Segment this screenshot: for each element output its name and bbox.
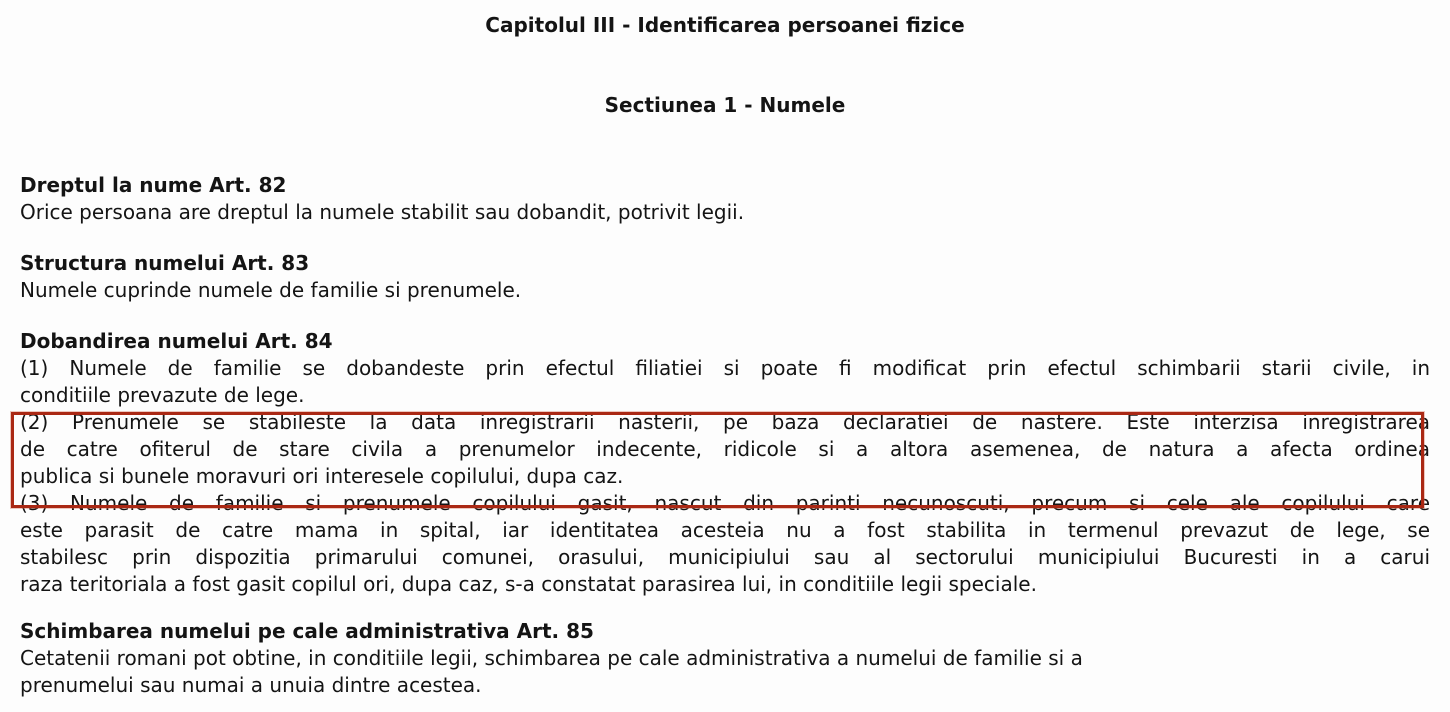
chapter-title: Capitolul III - Identificarea persoanei fizice <box>485 13 965 37</box>
article-82 <box>20 172 1430 226</box>
article-paragraph-2-highlighted <box>20 409 1430 490</box>
text-line: prenumelui sau numai a unuia dintre acestea. <box>20 673 482 697</box>
text-line: stabilesc prin dispozitia primarului comunei, orasului, municipiului sau al sectorului municipiului Bucuresti in a carui <box>20 545 1430 569</box>
article-heading: Dobandirea numelui Art. 84 <box>20 329 333 353</box>
text-line: (2) Prenumele se stabileste la data inregistrarii nasterii, pe baza declaratiei de nastere. Este interzisa inregistrarea <box>20 410 1430 434</box>
text-line: raza teritoriala a fost gasit copilul ori, dupa caz, s-a constatat parasirea lui, in conditiile legii speciale. <box>20 572 1037 596</box>
article-paragraph <box>20 645 1430 699</box>
article-83 <box>20 250 1430 304</box>
article-84 <box>20 328 1430 598</box>
article-paragraph <box>20 199 1430 226</box>
text-line: (1) Numele de familie se dobandeste prin efectul filiatiei si poate fi modificat prin efectul schimbarii starii civile, in <box>20 356 1430 380</box>
article-heading: Schimbarea numelui pe cale administrativa Art. 85 <box>20 619 594 643</box>
text-line: conditiile prevazute de lege. <box>20 383 305 407</box>
article-paragraph <box>20 277 1430 304</box>
text-line: este parasit de catre mama in spital, iar identitatea acesteia nu a fost stabilita in termenul prevazut de lege, se <box>20 518 1430 542</box>
article-85 <box>20 618 1430 699</box>
legal-document <box>0 12 1450 699</box>
article-paragraph-3 <box>20 490 1430 598</box>
text-line: Cetatenii romani pot obtine, in conditiile legii, schimbarea pe cale administrativa a numelui de familie si a <box>20 646 1083 670</box>
article-heading: Structura numelui Art. 83 <box>20 251 310 275</box>
text-line: (3) Numele de familie si prenumele copilului gasit, nascut din parinti necunoscuti, precum si cele ale copilului care <box>20 491 1430 515</box>
text-line: Numele cuprinde numele de familie si prenumele. <box>20 278 522 302</box>
article-heading: Dreptul la nume Art. 82 <box>20 173 287 197</box>
text-line: publica si bunele moravuri ori interesele copilului, dupa caz. <box>20 464 624 488</box>
article-paragraph-1 <box>20 355 1430 409</box>
text-line: de catre ofiterul de stare civila a prenumelor indecente, ridicole si a altora asemenea, de natura a afecta ordinea <box>20 437 1430 461</box>
section-title: Sectiunea 1 - Numele <box>604 93 846 117</box>
text-line: Orice persoana are dreptul la numele stabilit sau dobandit, potrivit legii. <box>20 200 745 224</box>
